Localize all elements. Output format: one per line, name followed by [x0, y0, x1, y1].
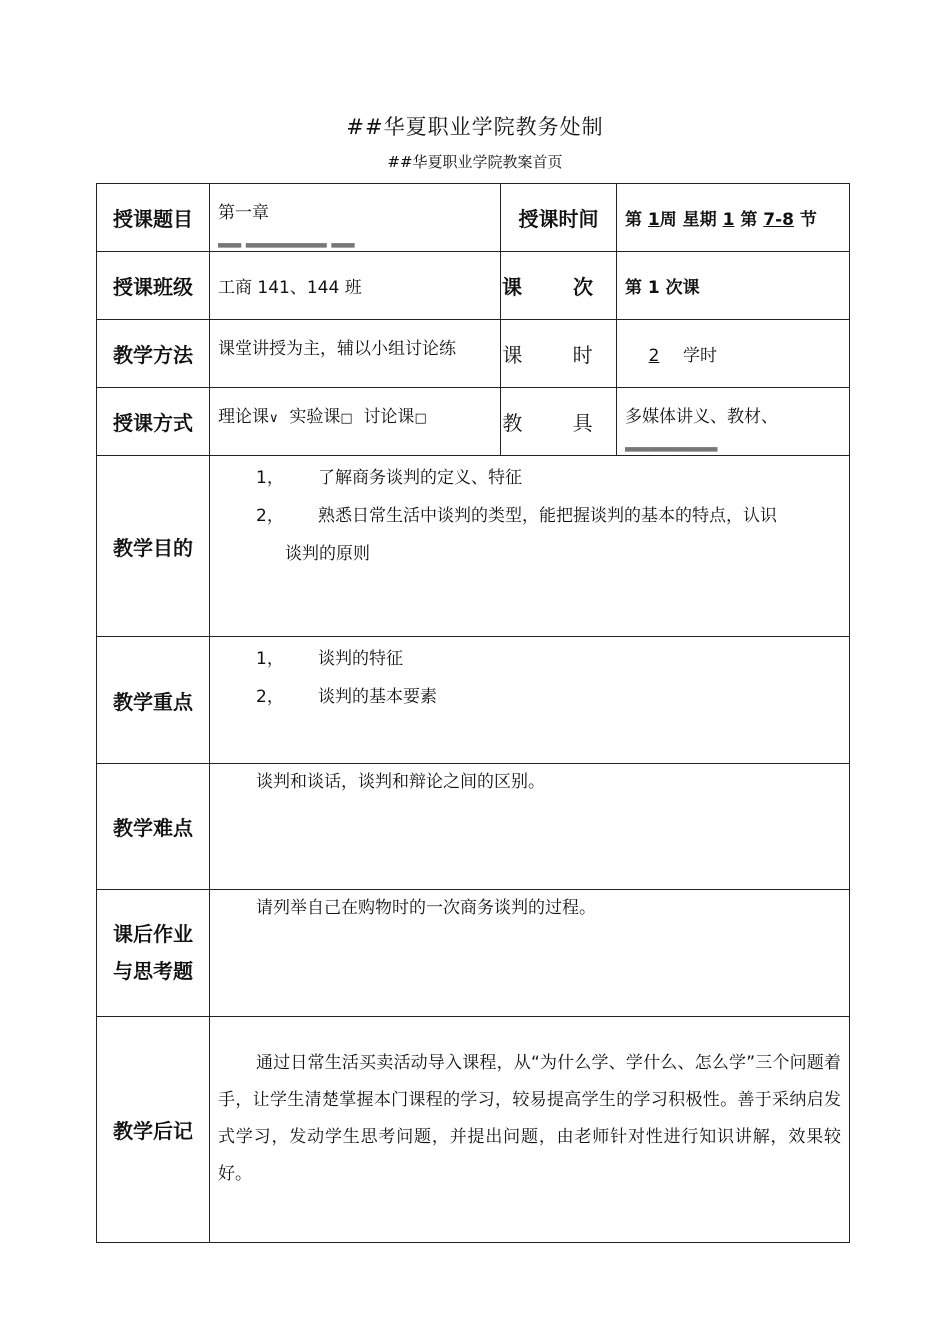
- time-section-suffix: 节: [794, 210, 817, 230]
- tools-value: 多媒体讲义、教材、: [625, 407, 778, 427]
- document-subtitle: ##华夏职业学院教案首页: [387, 153, 563, 171]
- key-points-label: 教学重点: [97, 637, 210, 764]
- hours-unit: 学时: [683, 346, 717, 366]
- topic-cell: [210, 184, 501, 252]
- time-prefix: 第: [625, 210, 648, 230]
- class-value: 工商 141、144 班: [210, 252, 501, 320]
- type-lab-checkbox: □: [340, 411, 353, 426]
- row-objectives: [97, 456, 850, 637]
- time-week: 1: [647, 210, 660, 230]
- time-label: 授课时间: [501, 184, 617, 252]
- objective-item: [218, 459, 841, 497]
- time-section-prefix: 第: [734, 210, 764, 230]
- time-weekday-label: 周 星期: [659, 210, 723, 230]
- row-homework: [97, 890, 850, 1017]
- time-day: 1: [722, 210, 735, 230]
- homework-label-line1: 课后作业: [113, 922, 193, 946]
- type-theory: 理论课: [218, 407, 269, 427]
- row-method: [97, 320, 850, 388]
- method-value: 课堂讲授为主，辅以小组讨论练: [210, 320, 501, 388]
- key-point-number: 2，: [256, 687, 284, 707]
- tools-label-text: 教 具: [502, 411, 615, 435]
- method-label: 教学方法: [97, 320, 210, 388]
- homework-text: 请列举自己在购物时的一次商务谈判的过程。: [256, 898, 596, 918]
- type-cell: [210, 388, 501, 456]
- difficulties-content: [210, 764, 850, 890]
- row-class: [97, 252, 850, 320]
- session-value: 第 1 次课: [617, 252, 850, 320]
- homework-label-line2: 与思考题: [113, 959, 193, 983]
- topic-overflow-text: ▂▂ ▂▂▂▂▂▂▂ ▂▂: [218, 230, 355, 248]
- objective-text: 熟悉日常生活中谈判的类型，能把握谈判的基本的特点，认识: [318, 506, 777, 526]
- tools-label: [501, 388, 617, 456]
- row-key-points: [97, 637, 850, 764]
- objective-item: [218, 497, 841, 535]
- row-type: [97, 388, 850, 456]
- class-label: 授课班级: [97, 252, 210, 320]
- type-theory-check: ∨: [269, 411, 279, 426]
- topic-label: 授课题目: [97, 184, 210, 252]
- tools-cell: [617, 388, 850, 456]
- topic-value: 第一章: [218, 203, 269, 223]
- lesson-plan-table: [96, 183, 850, 1243]
- objective-number: 2，: [256, 506, 284, 526]
- document-title: ##华夏职业学院教务处制: [346, 115, 604, 139]
- key-point-item: [218, 678, 841, 716]
- time-sections: 7-8: [763, 210, 795, 230]
- time-value: [617, 184, 850, 252]
- objectives-label: 教学目的: [97, 456, 210, 637]
- key-points-content: [210, 637, 850, 764]
- key-point-number: 1，: [256, 649, 284, 669]
- key-point-text: 谈判的特征: [318, 649, 403, 669]
- key-point-item: [218, 640, 841, 678]
- hours-value: 2: [648, 346, 660, 366]
- difficulties-label: 教学难点: [97, 764, 210, 890]
- row-afterword: [97, 1017, 850, 1243]
- row-topic: [97, 184, 850, 252]
- hours-label-text: 课 时: [502, 343, 615, 367]
- objective-continuation: 谈判的原则: [285, 544, 370, 564]
- hours-cell: [617, 320, 850, 388]
- type-discussion-checkbox: □: [414, 411, 427, 426]
- objective-number: 1，: [256, 468, 284, 488]
- hours-label: [501, 320, 617, 388]
- tools-overflow-text: ▂▂▂▂▂▂▂▂: [625, 434, 718, 452]
- objectives-content: [210, 456, 850, 637]
- objective-text: 了解商务谈判的定义、特征: [318, 468, 522, 488]
- session-label-text: 课 次: [502, 275, 615, 299]
- type-discussion: 讨论课: [363, 407, 415, 427]
- homework-content: [210, 890, 850, 1017]
- type-lab: 实验课: [289, 407, 341, 427]
- difficulties-text: 谈判和谈话，谈判和辩论之间的区别。: [256, 772, 545, 792]
- afterword-label: 教学后记: [97, 1017, 210, 1243]
- homework-label: [97, 890, 210, 1017]
- session-label: [501, 252, 617, 320]
- type-label: 授课方式: [97, 388, 210, 456]
- key-point-text: 谈判的基本要素: [318, 687, 437, 707]
- afterword-text: 通过日常生活买卖活动导入课程，从“为什么学、学什么、怎么学”三个问题着手，让学生清楚掌握本门课程的学习，较易提高学生的学习积极性。善于采纳启发式学习，发动学生思考问题，并提出问题，由老师针对性进行知识讲解，效果较好。: [210, 1017, 850, 1243]
- row-difficulties: [97, 764, 850, 890]
